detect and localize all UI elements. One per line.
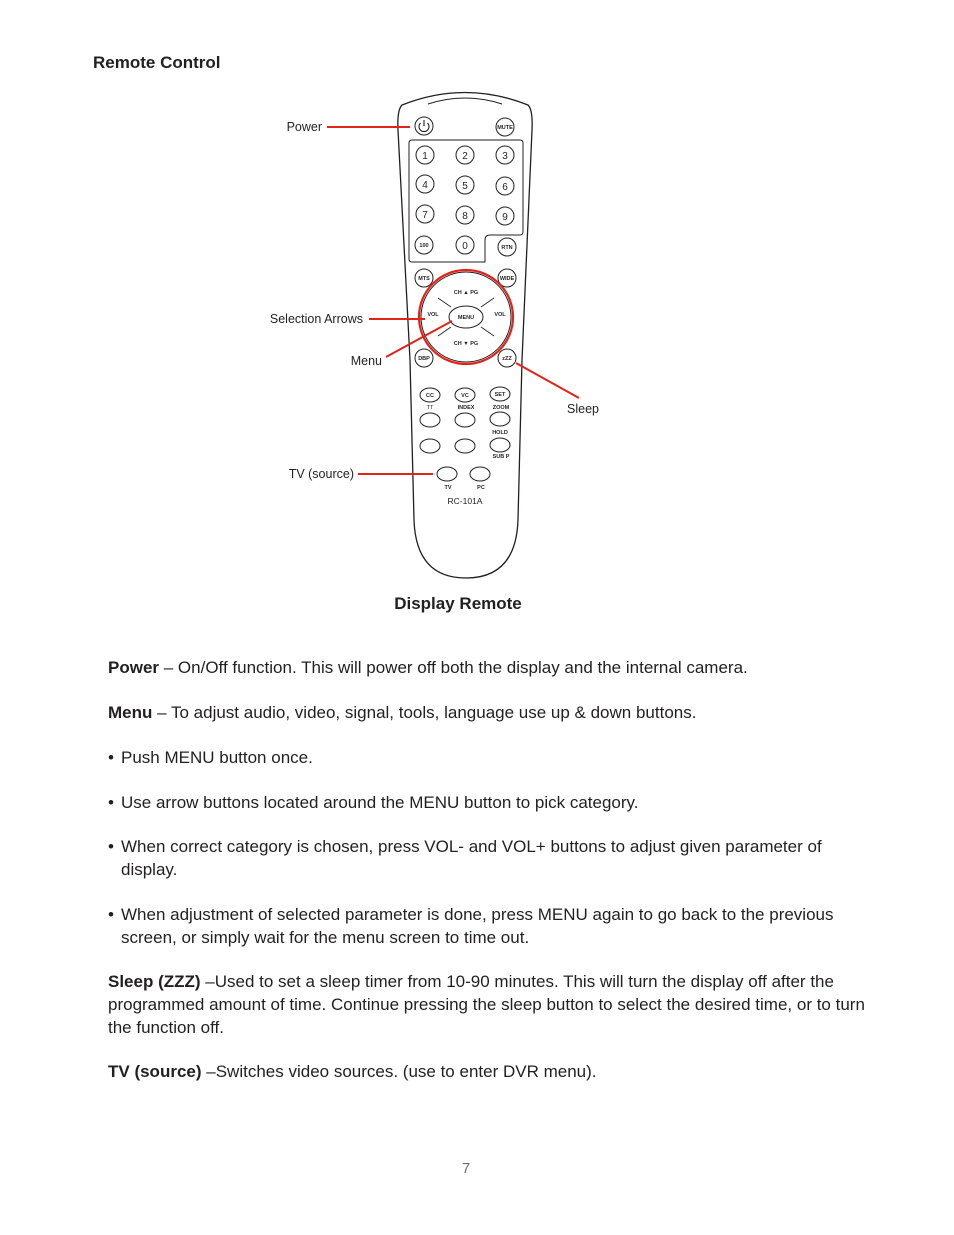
- svg-text:SET: SET: [494, 392, 506, 398]
- svg-text:WIDE: WIDE: [499, 276, 515, 282]
- number-button-6: [496, 177, 514, 195]
- number-button-1: [416, 146, 434, 164]
- figure-caption: Display Remote: [394, 594, 522, 613]
- blank-button-3: [420, 439, 440, 453]
- svg-text:6: 6: [502, 182, 508, 193]
- mute-button: [496, 118, 514, 136]
- number-button-4: [416, 175, 434, 193]
- svg-text:VC: VC: [461, 393, 469, 399]
- bullet-item: • Push MENU button once.: [108, 748, 313, 767]
- power-term: Power: [108, 658, 160, 677]
- vc-button: [455, 388, 475, 411]
- svg-text:5: 5: [462, 181, 468, 192]
- blank-button-2: [455, 413, 475, 427]
- menu-description: [108, 701, 868, 724]
- bullet-dot: •: [108, 905, 114, 924]
- svg-text:7: 7: [422, 210, 428, 221]
- bullet-dot: •: [108, 748, 114, 767]
- power-text: – On/Off function. This will power off both the display and the internal camera.: [159, 658, 748, 677]
- blank-button-1: [420, 413, 440, 427]
- hold-button: [490, 412, 510, 436]
- rtn-button: [498, 238, 516, 256]
- number-button-9: [496, 207, 514, 225]
- tv-term: TV (source): [108, 1062, 202, 1081]
- power-description: [108, 656, 868, 679]
- number-button-7: [416, 205, 434, 223]
- sleep-button: [498, 349, 516, 367]
- number-button-0: [456, 236, 474, 254]
- bullet-item: • When correct category is chosen, press VOL- and VOL+ buttons to adjust given parameter of display.: [108, 837, 822, 879]
- power-button: [415, 117, 433, 135]
- svg-text:MTS: MTS: [418, 276, 430, 282]
- callout-power: Power: [286, 120, 322, 134]
- sleep-text: –Used to set a sleep timer from 10-90 minutes. This will turn the display off after the programmed amount of time. Continue pressing the sleep button to select the desired time, or to turn the function off.: [108, 972, 865, 1037]
- number-button-8: [456, 206, 474, 224]
- svg-text:100: 100: [419, 243, 429, 249]
- svg-text:HOLD: HOLD: [492, 430, 508, 436]
- number-button-100: [415, 236, 433, 254]
- callout-sleep: Sleep: [567, 402, 599, 416]
- blank-button-4: [455, 439, 475, 453]
- sleep-description: [108, 970, 868, 1039]
- menu-term: Menu: [108, 703, 153, 722]
- svg-text:RTN: RTN: [501, 245, 513, 251]
- bullet-dot: •: [108, 793, 114, 812]
- svg-text:INDEX: INDEX: [457, 405, 475, 411]
- ch-up-label: CH ▲ PG: [453, 290, 479, 296]
- tv-text: –Switches video sources. (use to enter DVR menu).: [201, 1062, 597, 1081]
- callout-tv-source: TV (source): [288, 467, 354, 481]
- bullet-dot: •: [108, 837, 114, 856]
- mute-label: MUTE: [497, 125, 513, 131]
- mts-button: [415, 269, 433, 287]
- svg-text:TV: TV: [444, 485, 452, 491]
- svg-text:zZZ: zZZ: [502, 356, 512, 362]
- svg-text:3: 3: [502, 151, 508, 162]
- bullet-item: • When adjustment of selected parameter is done, press MENU again to go back to the previous screen, or simply wait for the menu screen to time out.: [108, 905, 834, 947]
- svg-text:1: 1: [422, 151, 428, 162]
- tv-description: [108, 1060, 868, 1083]
- menu-text: – To adjust audio, video, signal, tools, language use up & down buttons.: [152, 703, 697, 722]
- svg-text:9: 9: [502, 212, 508, 223]
- vol-right-label: VOL: [494, 312, 506, 318]
- number-button-5: [456, 176, 474, 194]
- number-button-2: [456, 146, 474, 164]
- svg-text:DBP: DBP: [418, 356, 430, 362]
- svg-text:ZOOM: ZOOM: [492, 405, 510, 411]
- svg-text:CC: CC: [426, 393, 434, 399]
- vol-left-label: VOL: [427, 312, 439, 318]
- callout-selection-arrows: Selection Arrows: [269, 312, 363, 326]
- sub-p-button: [490, 438, 510, 460]
- menu-label: MENU: [457, 315, 475, 321]
- svg-text:4: 4: [422, 180, 428, 191]
- svg-text:TT: TT: [426, 405, 434, 411]
- bullet-item: • Use arrow buttons located around the MENU button to pick category.: [108, 793, 639, 812]
- svg-text:2: 2: [462, 151, 468, 162]
- dbp-button: [415, 349, 433, 367]
- section-heading: Remote Control: [93, 53, 221, 72]
- svg-text:PC: PC: [477, 485, 485, 491]
- number-button-3: [496, 146, 514, 164]
- callout-menu: Menu: [350, 354, 382, 368]
- ch-down-label: CH ▼ PG: [453, 341, 479, 347]
- svg-text:8: 8: [462, 211, 468, 222]
- svg-text:0: 0: [462, 241, 468, 252]
- page-number: 7: [461, 1160, 471, 1177]
- navigation-cluster: [421, 272, 511, 362]
- svg-text:SUB P: SUB P: [492, 454, 510, 460]
- set-button: [490, 387, 510, 411]
- model-label: RC-101A: [447, 496, 483, 506]
- sleep-term: Sleep (ZZZ): [108, 972, 201, 991]
